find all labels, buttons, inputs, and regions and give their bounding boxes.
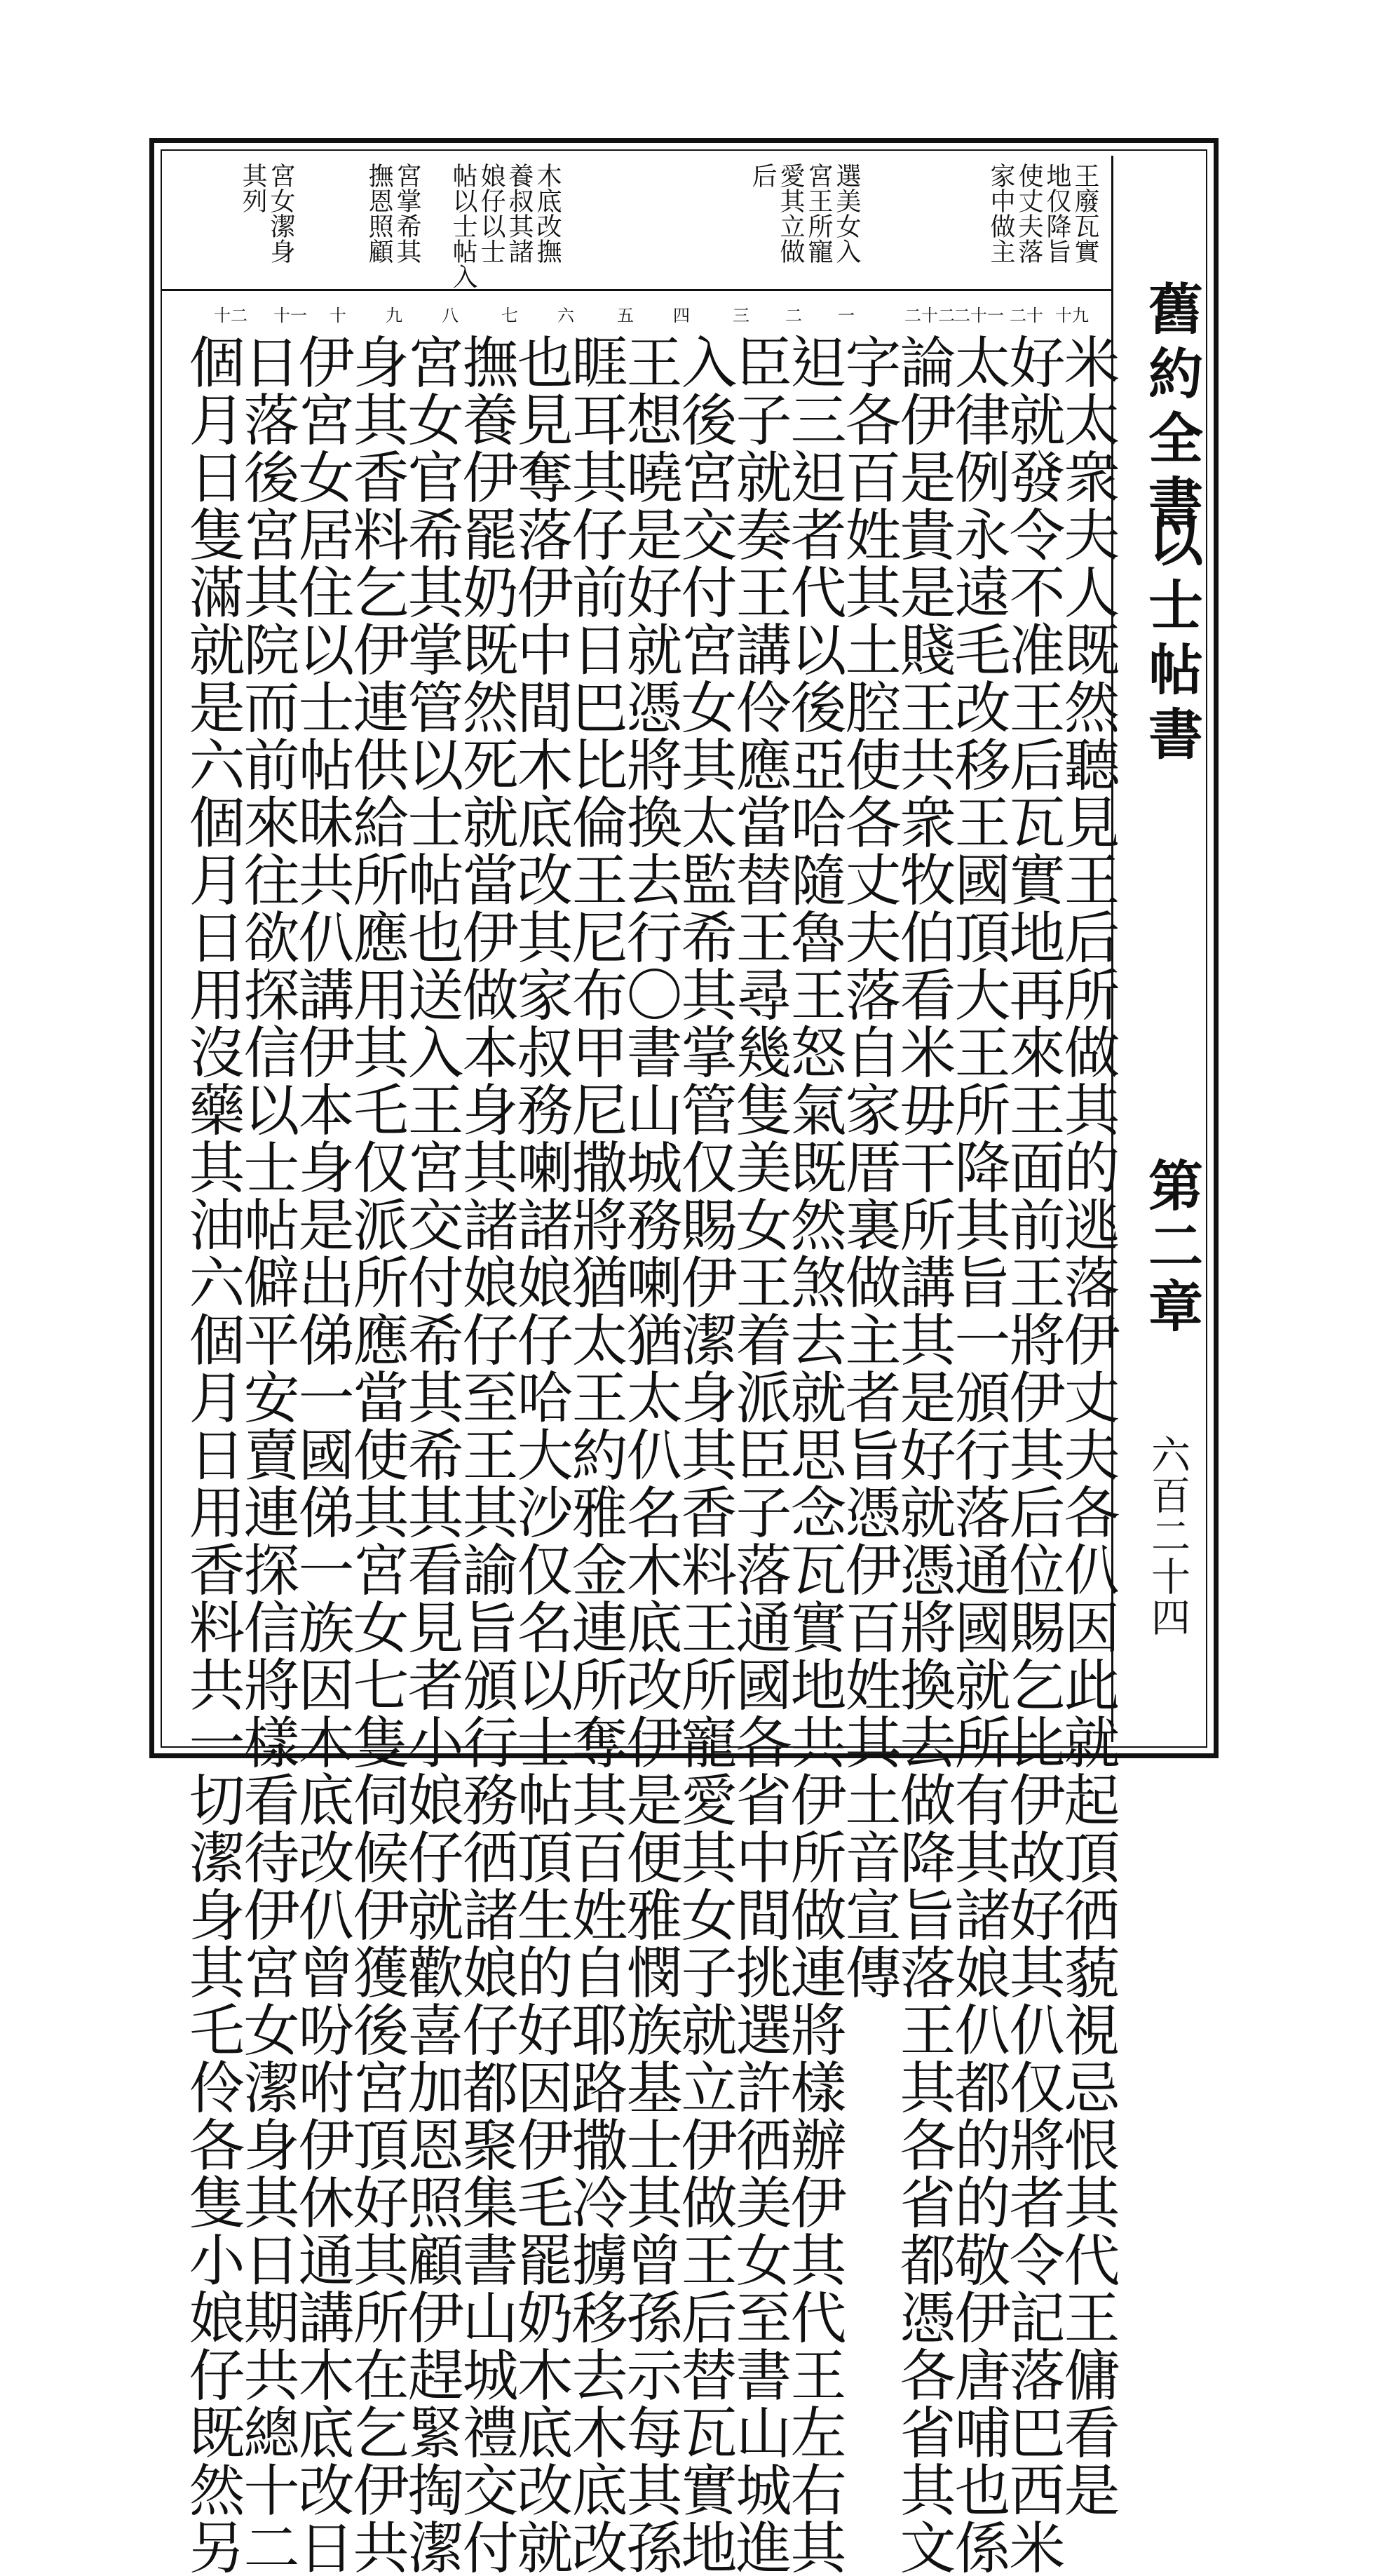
verse-number: 八 [442,306,459,325]
notes-band [162,151,1111,291]
note: 撫恩照顧 [365,163,393,264]
text-column: 王想曉是好就憑將換去行〇書山城務喇猶太仈名木底改伊是便雅憫族基士其曾孫示每其孫 [617,333,682,2576]
note: 養叔其諸 [505,163,534,264]
verse-number: 三 [733,306,749,325]
text-column: 米太衆夫人既然聽見王后所做其的逃落伊丈夫各仈因此就起頂徆藐視忌恨其代王傭看是 [1054,333,1120,2518]
text-column: 𨑨三𨑨者代以後亞哈隨魯王怒氣既然煞去就思念瓦實地共伊所做連將樣辦伊其代王左右其 [781,333,846,2576]
text-column: 入後宮交付宮女其太監希其掌管仅賜伊潔身其香料王所寵愛其女子就立伊做王后替瓦實地 [672,333,737,2576]
text-column: 論伊是貴是賤王共衆牧伯看米毋干所講其是好就憑將換去做降旨落王其各省都憑各省其文 [890,333,956,2576]
verse-number: 十九 [1055,306,1089,325]
text-column: 個月日隻滿就是六個月日用沒藥其油六個月日用香料共一切潔身其乇伶各隻小娘仔既然另 [179,333,245,2576]
verse-number: 五 [617,306,634,325]
note: 宮女潔身 [266,163,295,264]
page-number: 六百二十四 [1145,1434,1190,1638]
text-column: 臣子就奏王講伶應當替王尋幾隻美女王着派臣子落通國各省中間挑選許徆美女至書山城進 [726,333,792,2576]
verse-number: 九 [386,306,402,325]
note: 帖以士帖入 [449,163,477,289]
text-column: 撫養伊罷奶既然死就當伊做本身其諸娘仔至王其諭旨頒行務徆諸娘仔都聚集書山城禮交付 [453,333,518,2576]
note: 其列 [238,163,267,213]
verse-number: 一 [838,306,855,325]
text-column: 身其香料乞伊連供給所應用其乇仅派所應當使其宮女七隻伺候伊獲後宮頂好其所在乞伊共 [344,333,409,2576]
verse-number: 十 [330,306,346,325]
note: 選美女入 [832,163,861,264]
text-column: 字各百姓其土腔使各丈夫落自家厝裏做主者旨憑伊百姓其土音宣傳 [836,333,901,2001]
chapter-number: 第二章 [1139,1157,1203,1338]
note: 木底改撫 [533,163,562,264]
text-column: 日落後宮其院而前來往欲探信以士帖僻平安賣連探信將樣看待伊宮女潔身其日期共總十二 [234,333,299,2576]
note: 后 [748,163,777,188]
verse-number: 十二 [214,306,247,325]
text-column: 也見奪落伊中間木底改其家叔務喇諸娘仔哈大沙仅名以士帖頂生的好因伊毛罷奶木底改就 [508,333,573,2576]
text-column: 睚耳其仔前日巴比倫王尼布甲尼撒將猶太王約雅金連所奪其百姓自耶路撒冷擄移去木底改 [562,333,627,2576]
text-column: 好就發令不准王后瓦實地再來王面前王將伊其后位賜乞比伊故好其仈仅將者令記落巴西米 [1000,333,1065,2576]
verse-number: 十一 [273,306,307,325]
note: 使丈夫落 [1015,163,1043,264]
note: 宮王所寵 [804,163,833,264]
text-column: 宮女官希其掌管以士帖也送入王宮交付希其希其看見者小娘仔就歡喜加恩照顧伊趕緊掏潔 [398,333,463,2576]
note: 家中做主 [986,163,1015,264]
chapter-title: 以士帖書 [1139,512,1203,770]
note: 王廢瓦實 [1071,163,1099,264]
verse-number: 七 [501,306,518,325]
book-title: 舊約全書 [1139,281,1203,539]
verse-number: 四 [673,306,690,325]
verse-number: 二十 [1010,306,1043,325]
verse-number: 二 [785,306,802,325]
note: 宮掌希其 [393,163,421,264]
note: 娘仔以士 [477,163,505,264]
verse-number: 二十二 [904,306,955,325]
text-column: 太律例永遠毛改移王國頂大王所降其旨一頒行落通國就所有其諸娘仈都的的敬伊唐哺也係 [945,333,1010,2576]
verse-number: 六 [557,306,574,325]
note: 地仅降旨 [1043,163,1071,264]
text-column: 伊宮女居住以士帖昧共仈講伊本身是出俤一國俤一族因木底改仈曾吩咐伊休通講木底改日 [289,333,354,2576]
note: 愛其立做 [776,163,805,264]
verse-number: 二十一 [954,306,1004,325]
